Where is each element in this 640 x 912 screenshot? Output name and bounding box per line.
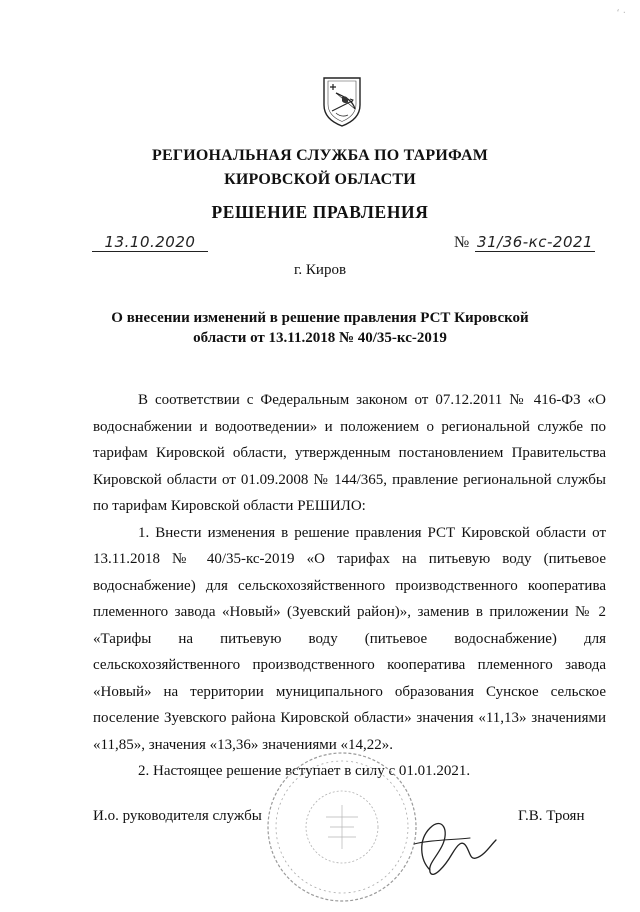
official-stamp [262, 747, 422, 912]
coat-of-arms-icon [322, 75, 362, 132]
document-number [454, 233, 606, 252]
document-subject [0, 308, 640, 348]
document-title: РЕШЕНИЕ ПРАВЛЕНИЯ [211, 202, 429, 222]
document-body [93, 387, 606, 785]
organization-line-1: РЕГИОНАЛЬНАЯ СЛУЖБА ПО ТАРИФАМ [151, 147, 489, 164]
signatory-role: И.о. руководителя службы [93, 808, 262, 824]
paragraph-preamble: В соответствии с Федеральным законом от 07.12.2011 № 416-ФЗ «О водоснабжении и водоотведении» и положением о региональной службе по тарифам Кировской области, утвержденным постановлением Правительства Кировской области от 01.09.2008 № 144/365, правление региональной службы по тарифам Кировской области РЕШИЛО: [93, 392, 606, 514]
signatory-name: Г.В. Троян [518, 808, 585, 824]
organization-name [0, 144, 640, 192]
paragraph-item-1: 1. Внести изменения в решение правления РСТ Кировской области от 13.11.2018 № 40/35-кс-2019 «О тарифах на питьевую воду (питьевое водоснабжение) для сельскохозяйственного производственного кооператива племенного завода «Новый» (Зуевский район)», заменив в приложении № 2 «Тарифы на питьевую воду (питьевое водоснабжение) для сельскохозяйственного производственного кооператива племенного завода «Новый» на территории муниципального образования Сунское сельское поселение Зуевского района Кировской области» значения «11,13» значениями «11,85», значения «13,36» значениями «14,22». [93, 524, 606, 753]
subject-line-2: области от 13.11.2018 № 40/35-кс-2019 [193, 330, 447, 346]
handwritten-signature [400, 800, 510, 895]
document-date: 13.10.2020 [92, 233, 208, 252]
city: г. Киров [293, 262, 347, 278]
corner-mark: ‘ · [616, 8, 626, 19]
number-sign: № [454, 234, 470, 251]
number-value: 31/36-кс-2021 [477, 233, 594, 251]
paragraph-item-2: 2. Настоящее решение вступает в силу с 01.01.2021. [138, 763, 471, 779]
organization-line-2: КИРОВСКОЙ ОБЛАСТИ [224, 171, 416, 188]
subject-line-1: О внесении изменений в решение правления РСТ Кировской [111, 310, 529, 326]
